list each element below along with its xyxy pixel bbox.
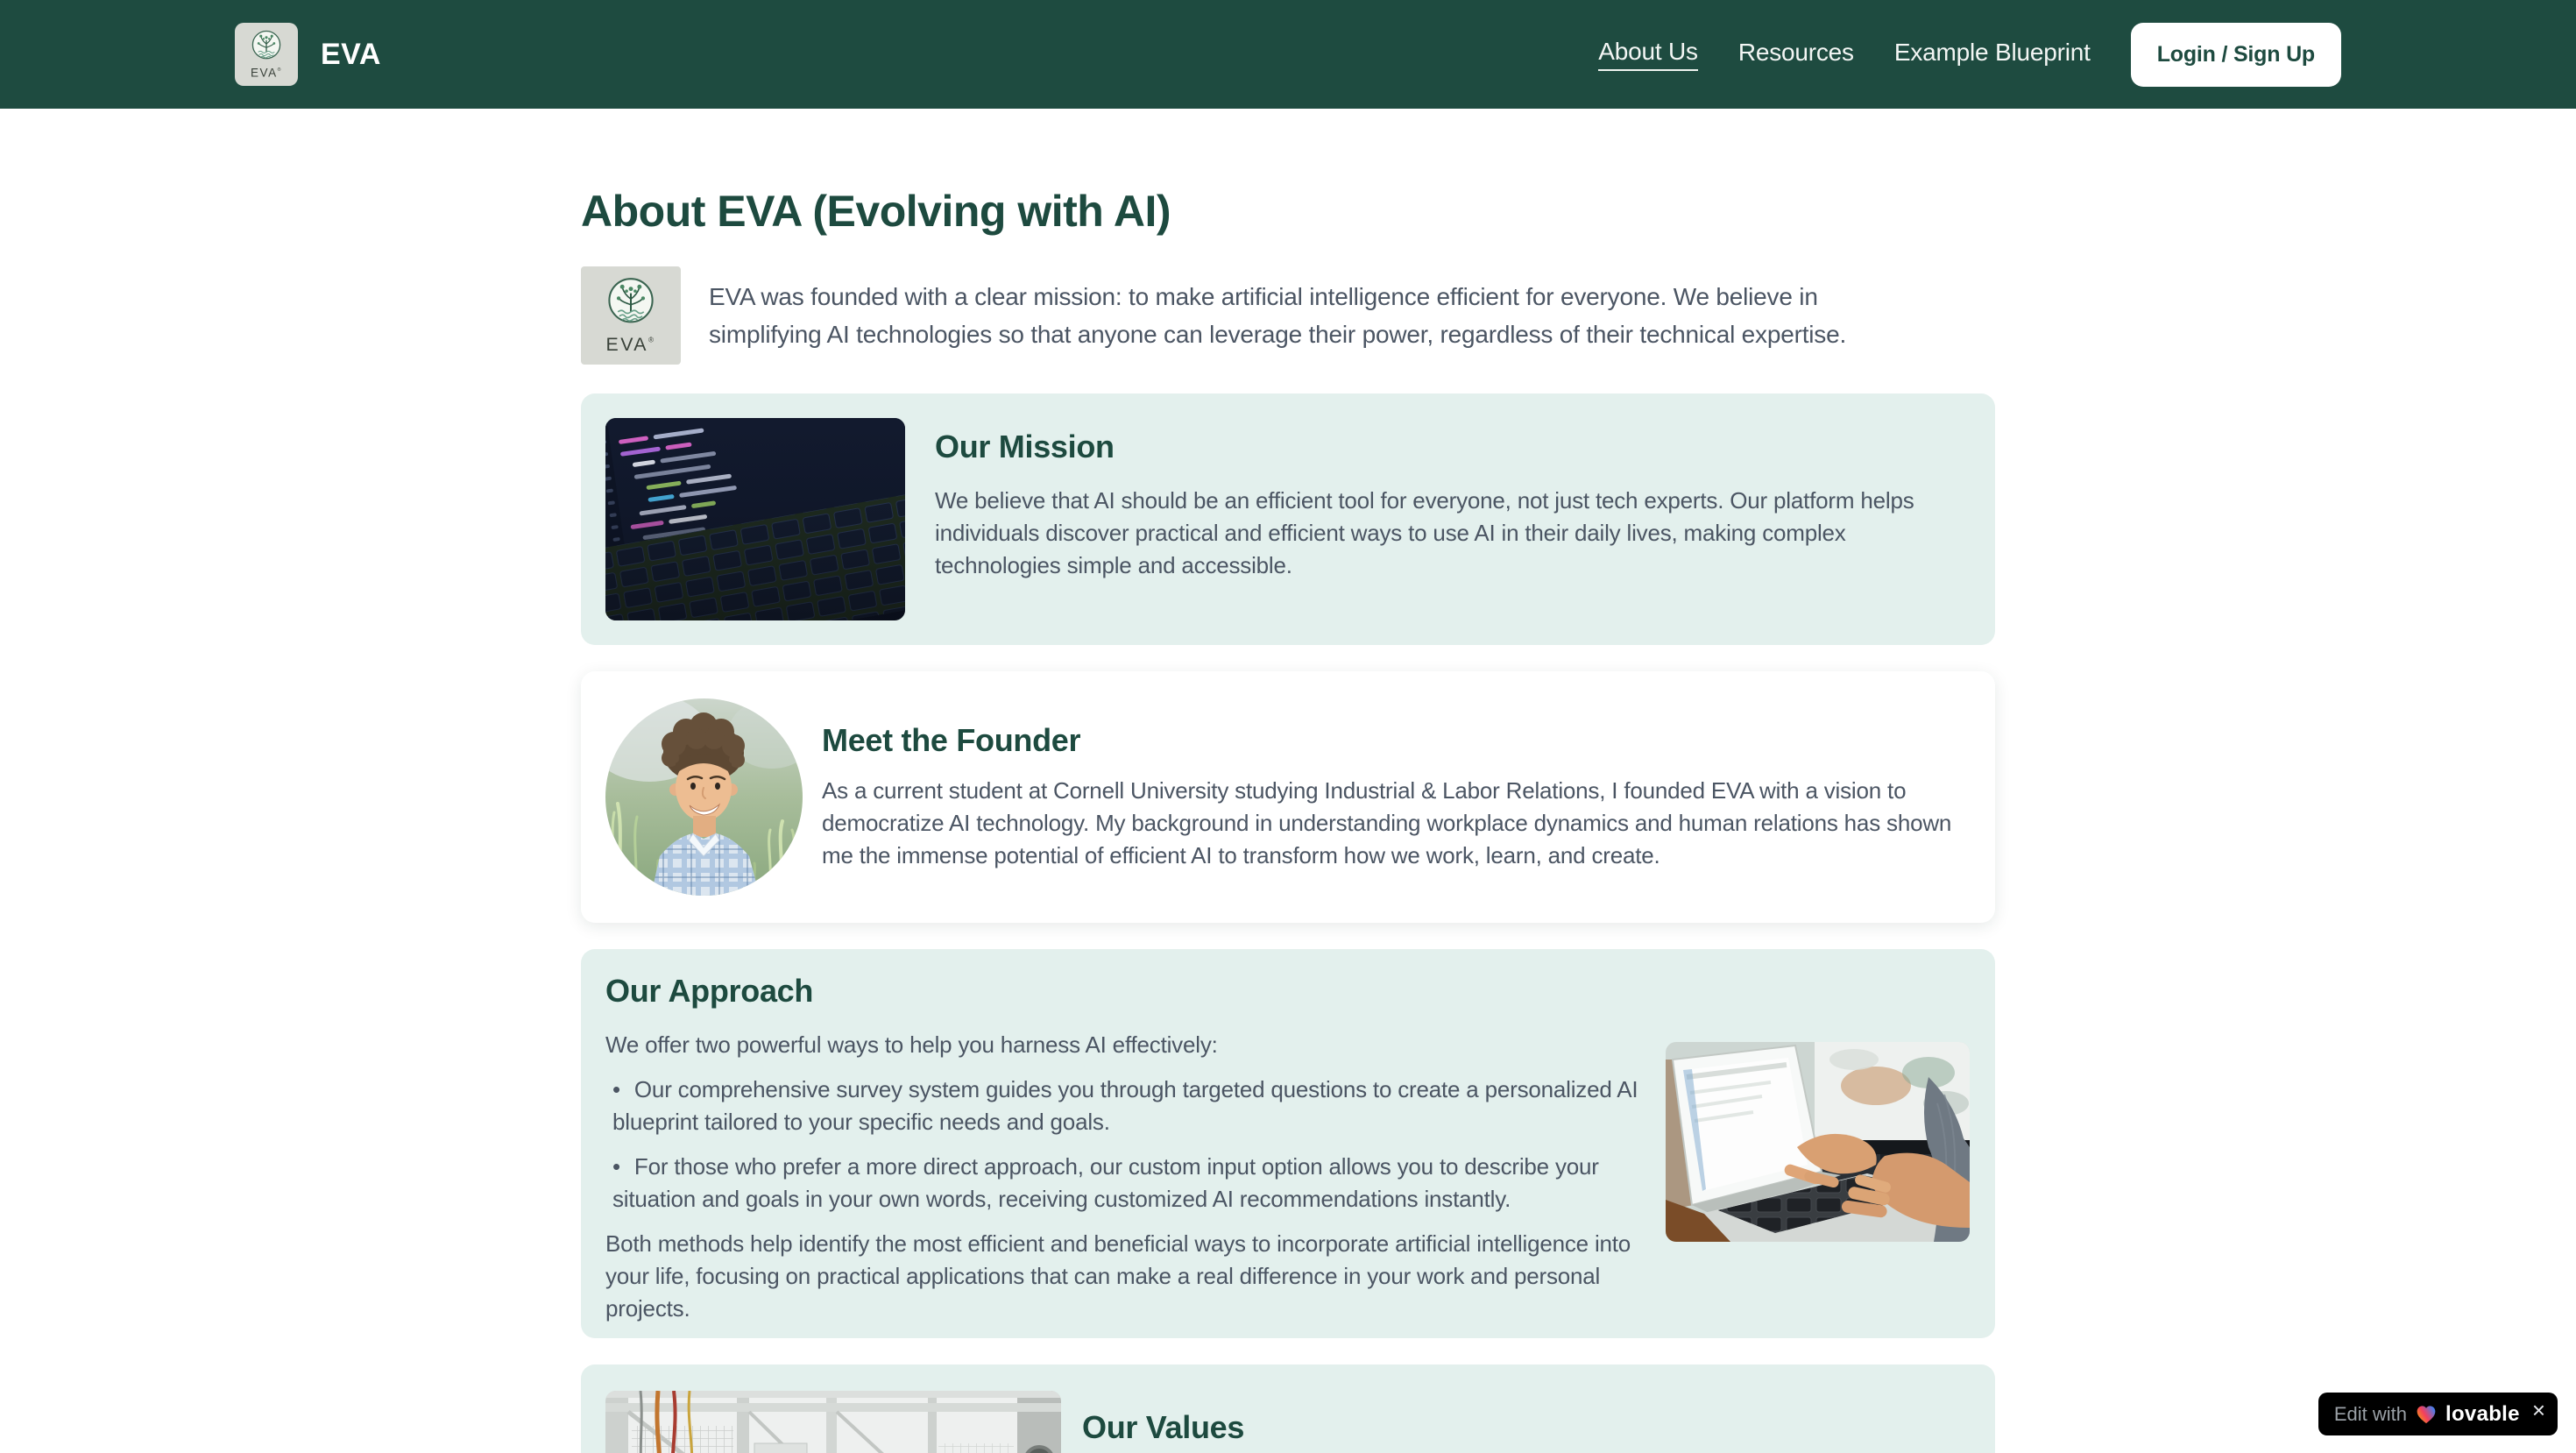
nav-example-blueprint[interactable]: Example Blueprint bbox=[1893, 39, 2091, 66]
eva-tree-logo-icon bbox=[244, 25, 289, 83]
edit-with-lovable-badge[interactable] bbox=[2318, 1393, 2558, 1435]
values-image bbox=[605, 1391, 1061, 1453]
approach-title: Our Approach bbox=[605, 973, 814, 1009]
mission-image bbox=[605, 418, 905, 620]
main-content bbox=[581, 186, 1995, 1453]
founder-photo bbox=[605, 698, 803, 896]
intro-logo-image bbox=[581, 266, 681, 365]
brand-name[interactable]: EVA bbox=[321, 37, 381, 71]
badge-prefix-label: Edit with bbox=[2333, 1402, 2407, 1425]
eva-tree-logo-icon bbox=[595, 270, 667, 361]
approach-card bbox=[581, 949, 1995, 1338]
approach-intro: We offer two powerful ways to help you harness AI effectively: bbox=[605, 1031, 1218, 1058]
main-nav bbox=[1598, 38, 2090, 71]
section-cards bbox=[581, 393, 1995, 1453]
badge-brand-label: lovable bbox=[2445, 1401, 2520, 1426]
approach-bullet-2: • For those who prefer a more direct approach, our custom input option allows you to describe your situation and goals in your own words, receiving customized AI recommendations instantly. bbox=[612, 1153, 1599, 1212]
values-content bbox=[1082, 1409, 1244, 1446]
svg-text:EVA®: EVA® bbox=[605, 334, 656, 356]
approach-bullet-1: • Our comprehensive survey system guides you through targeted questions to create a personalized AI blueprint tailored to your specific needs and goals. bbox=[612, 1076, 1638, 1135]
mission-title: Our Mission bbox=[935, 429, 1115, 464]
badge-close-icon[interactable]: × bbox=[2531, 1396, 2545, 1423]
lovable-heart-icon bbox=[2415, 1404, 2438, 1425]
mission-body: We believe that AI should be an efficient tool for everyone, not just tech experts. Our platform helps individuals discover practical and efficient ways to use AI in their daily lives, making complex technologies simple and accessible. bbox=[935, 487, 1914, 578]
site-header bbox=[0, 0, 2576, 109]
intro-paragraph: EVA was founded with a clear mission: to make artificial intelligence efficient for everyone. We believe in simplifying AI technologies so that anyone can leverage their power, regardless of their technical expertise. bbox=[709, 283, 1847, 348]
founder-body: As a current student at Cornell University studying Industrial & Labor Relations, I founded EVA with a vision to democratize AI technology. My background in understanding workplace dynamics and human relations has shown me the immense potential of efficient AI to transform how we work, learn, and create. bbox=[822, 777, 1952, 868]
values-title: Our Values bbox=[1082, 1409, 1245, 1445]
intro-row bbox=[581, 266, 1995, 365]
login-signup-button[interactable]: Login / Sign Up bbox=[2131, 23, 2341, 87]
bullet-icon: • bbox=[612, 1076, 620, 1102]
founder-card bbox=[581, 671, 1995, 923]
svg-text:EVA®: EVA® bbox=[250, 66, 283, 80]
bullet-icon: • bbox=[612, 1153, 620, 1180]
mission-card bbox=[581, 393, 1995, 645]
values-card bbox=[581, 1364, 1995, 1453]
approach-image bbox=[1666, 1042, 1970, 1242]
approach-outro: Both methods help identify the most efficient and beneficial ways to incorporate artificial intelligence into your life, focusing on practical applications that can make a real difference in your work and personal projects. bbox=[605, 1230, 1631, 1322]
approach-body bbox=[605, 1029, 1652, 1325]
nav-resources[interactable]: Resources bbox=[1737, 39, 1854, 66]
founder-title: Meet the Founder bbox=[822, 722, 1081, 758]
nav-about-us[interactable]: About Us bbox=[1598, 38, 1698, 71]
page-title: About EVA (Evolving with AI) bbox=[581, 187, 1171, 236]
founder-content bbox=[822, 722, 1965, 872]
mission-content bbox=[935, 418, 1971, 620]
header-logo[interactable] bbox=[235, 23, 298, 86]
